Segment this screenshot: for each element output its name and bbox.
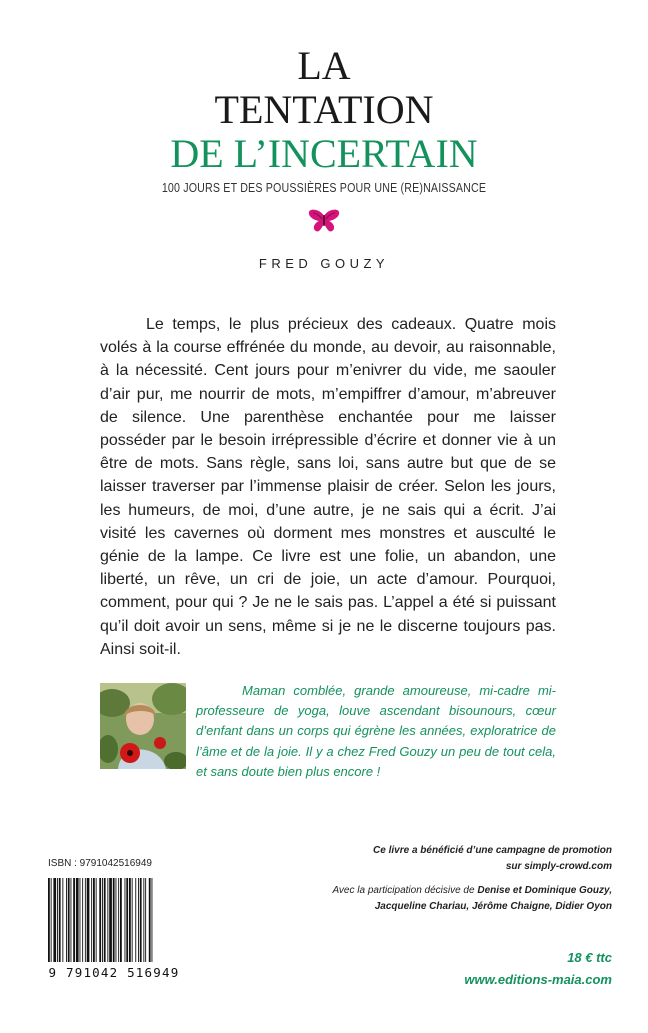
partners-line-2 <box>272 899 612 915</box>
butterfly-icon <box>308 208 340 236</box>
author-name: FRED GOUZY <box>258 256 390 271</box>
partners-names-1: Denise et Dominique Gouzy, <box>477 885 612 896</box>
publisher-website[interactable]: www.editions-maia.com <box>464 972 612 987</box>
isbn-label: ISBN : 9791042516949 <box>48 858 152 869</box>
title-line-2: TENTATION <box>214 87 434 132</box>
promo-line-2: sur simply-crowd.com <box>505 860 612 872</box>
promo-note <box>292 843 612 874</box>
barcode-digits: 9 791042 516949 <box>48 965 180 980</box>
partners-prefix: Avec la participation décisive de <box>332 885 478 896</box>
partners-line-1 <box>272 883 612 899</box>
title-line-1: LA <box>297 43 351 88</box>
partners-names-2: Jacqueline Chariau, Jérôme Chaigne, Didier Oyon <box>374 900 612 912</box>
price: 18 € ttc <box>567 950 612 965</box>
subtitle: 100 JOURS ET DES POUSSIÈRES POUR UNE (RE)NAISSANCE <box>161 180 487 195</box>
partners-note <box>272 883 612 914</box>
title-line-3: DE L’INCERTAIN <box>170 131 478 176</box>
back-cover-text: Le temps, le plus précieux des cadeaux. Quatre mois volés à la course effrénée du monde, au devoir, au raisonnable, à la nécessité. Cent jours pour m’enivrer du vide, me saouler d’air pur, me nourrir de mots, m’empiffrer d’amour, m’abreuver de silence. Une parenthèse enchantée pour me laisser posséder par le besoin irrépressible d’écrire et donner vie à un être de mots. Sans règle, sans loi, sans autre but que de se laisser traverser par l’immense plaisir de créer. Selon les jours, les humeurs, de moi, d’une autre, je ne sais qui a écrit. J’ai visité les cavernes où dorment mes monstres et ausculté le génie de la lampe. Ce livre est une folie, un abandon, une liberté, un rêve, un cri de joie, un acte d’amour. Pourquoi, comment, pour qui ? Je ne le sais pas. L’appel a été si puissant qu’il doit avoir un sens, même si je ne le discerne toujours pas. Ainsi soit-il. <box>100 316 556 658</box>
barcode <box>44 876 184 980</box>
author-bio: Maman comblée, grande amoureuse, mi-cadre mi-professeure de yoga, louve ascendant bisounours, cœur d’enfant dans un corps qui égrène les années, exploratrice de l’âme et de la joie. Il y a chez Fred Gouzy un peu de tout cela, et sans doute bien plus encore ! <box>196 683 556 779</box>
author-photo <box>100 683 186 769</box>
promo-line-1: Ce livre a bénéficié d’une campagne de promotion <box>373 845 612 856</box>
